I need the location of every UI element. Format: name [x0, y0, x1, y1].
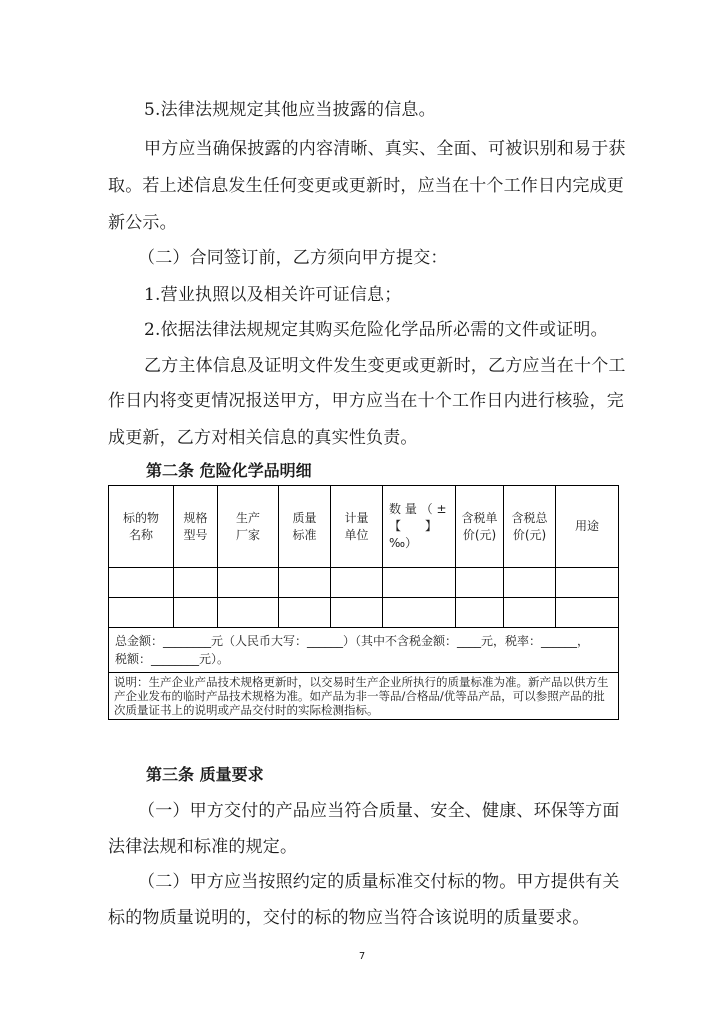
paragraph-line: 标的物质量说明的，交付的标的物应当符合该说明的质量要求。 [108, 908, 590, 928]
paragraph-line: 取。若上述信息发生任何变更或更新时，应当在十个工作日内完成更 [108, 176, 624, 196]
paragraph-line: 2.依据法律法规规定其购买危险化学品所必需的文件或证明。 [144, 320, 608, 340]
total-row [109, 628, 619, 673]
header-cell: 含税总 价(元) [504, 486, 556, 568]
table-cell [331, 568, 383, 598]
paragraph-line: 成更新，乙方对相关信息的真实性负责。 [108, 428, 418, 448]
paragraph-line: （一）甲方交付的产品应当符合质量、安全、健康、环保等方面 [138, 801, 620, 821]
goods-table [108, 485, 619, 720]
table-cell [556, 568, 619, 598]
header-cell: 计量 单位 [331, 486, 383, 568]
table-cell [174, 598, 218, 628]
header-cell: 规格 型号 [174, 486, 218, 568]
table-cell [279, 598, 331, 628]
header-cell-quantity: 数 量 （ ± 【 】 ‰） [383, 486, 456, 568]
table-cell [174, 568, 218, 598]
paragraph-line: 作日内将变更情况报送甲方，甲方应当在十个工作日内进行核验，完 [108, 391, 624, 411]
article-title: 第二条 危险化学品明细 [146, 461, 312, 480]
header-cell: 含税单 价(元) [456, 486, 504, 568]
table-row [109, 598, 619, 628]
article-title: 第三条 质量要求 [146, 765, 264, 784]
table-cell [218, 568, 279, 598]
table-row [109, 568, 619, 598]
table-cell [383, 598, 456, 628]
table-cell [504, 598, 556, 628]
table-cell [279, 568, 331, 598]
paragraph-line: 1.营业执照以及相关许可证信息； [144, 285, 402, 305]
table-cell [504, 568, 556, 598]
paragraph-line: （二）合同签订前，乙方须向甲方提交： [138, 248, 448, 268]
header-cell: 生产 厂家 [218, 486, 279, 568]
header-cell: 质量 标准 [279, 486, 331, 568]
table-cell [556, 598, 619, 628]
total-amount-cell [109, 628, 619, 673]
table-cell [109, 568, 174, 598]
total-line-2: 税额：________元）。 [115, 652, 230, 666]
paragraph-line: 乙方主体信息及证明文件发生变更或更新时，乙方应当在十个工 [144, 356, 626, 376]
table-cell [456, 598, 504, 628]
table-cell [383, 568, 456, 598]
table-cell [109, 598, 174, 628]
paragraph-line: 5.法律法规规定其他应当披露的信息。 [144, 100, 436, 120]
page-number: 7 [358, 951, 366, 962]
table-cell [331, 598, 383, 628]
note-row [109, 673, 619, 720]
paragraph-line: 甲方应当确保披露的内容清晰、真实、全面、可被识别和易于获 [144, 139, 626, 159]
total-line-1: 总金额：________元（人民币大写：______）（其中不含税金额：____元，税率：______， [115, 634, 590, 648]
paragraph-line: 法律法规和标准的规定。 [108, 837, 298, 857]
header-cell: 用途 [556, 486, 619, 568]
note-cell: 说明：生产企业产品技术规格更新时，以交易时生产企业所执行的质量标准为准。新产品以供方生产企业发布的临时产品技术规格为准。如产品为非一等品/合格品/优等品产品，可以参照产品的批次质量证书上的说明或产品交付时的实际检测指标。 [109, 673, 619, 720]
paragraph-line: （二）甲方应当按照约定的质量标准交付标的物。甲方提供有关 [138, 872, 620, 892]
paragraph-line: 新公示。 [108, 213, 177, 233]
header-cell: 标的物 名称 [109, 486, 174, 568]
table-cell [218, 598, 279, 628]
table-header-row [109, 486, 619, 568]
table-cell [456, 568, 504, 598]
